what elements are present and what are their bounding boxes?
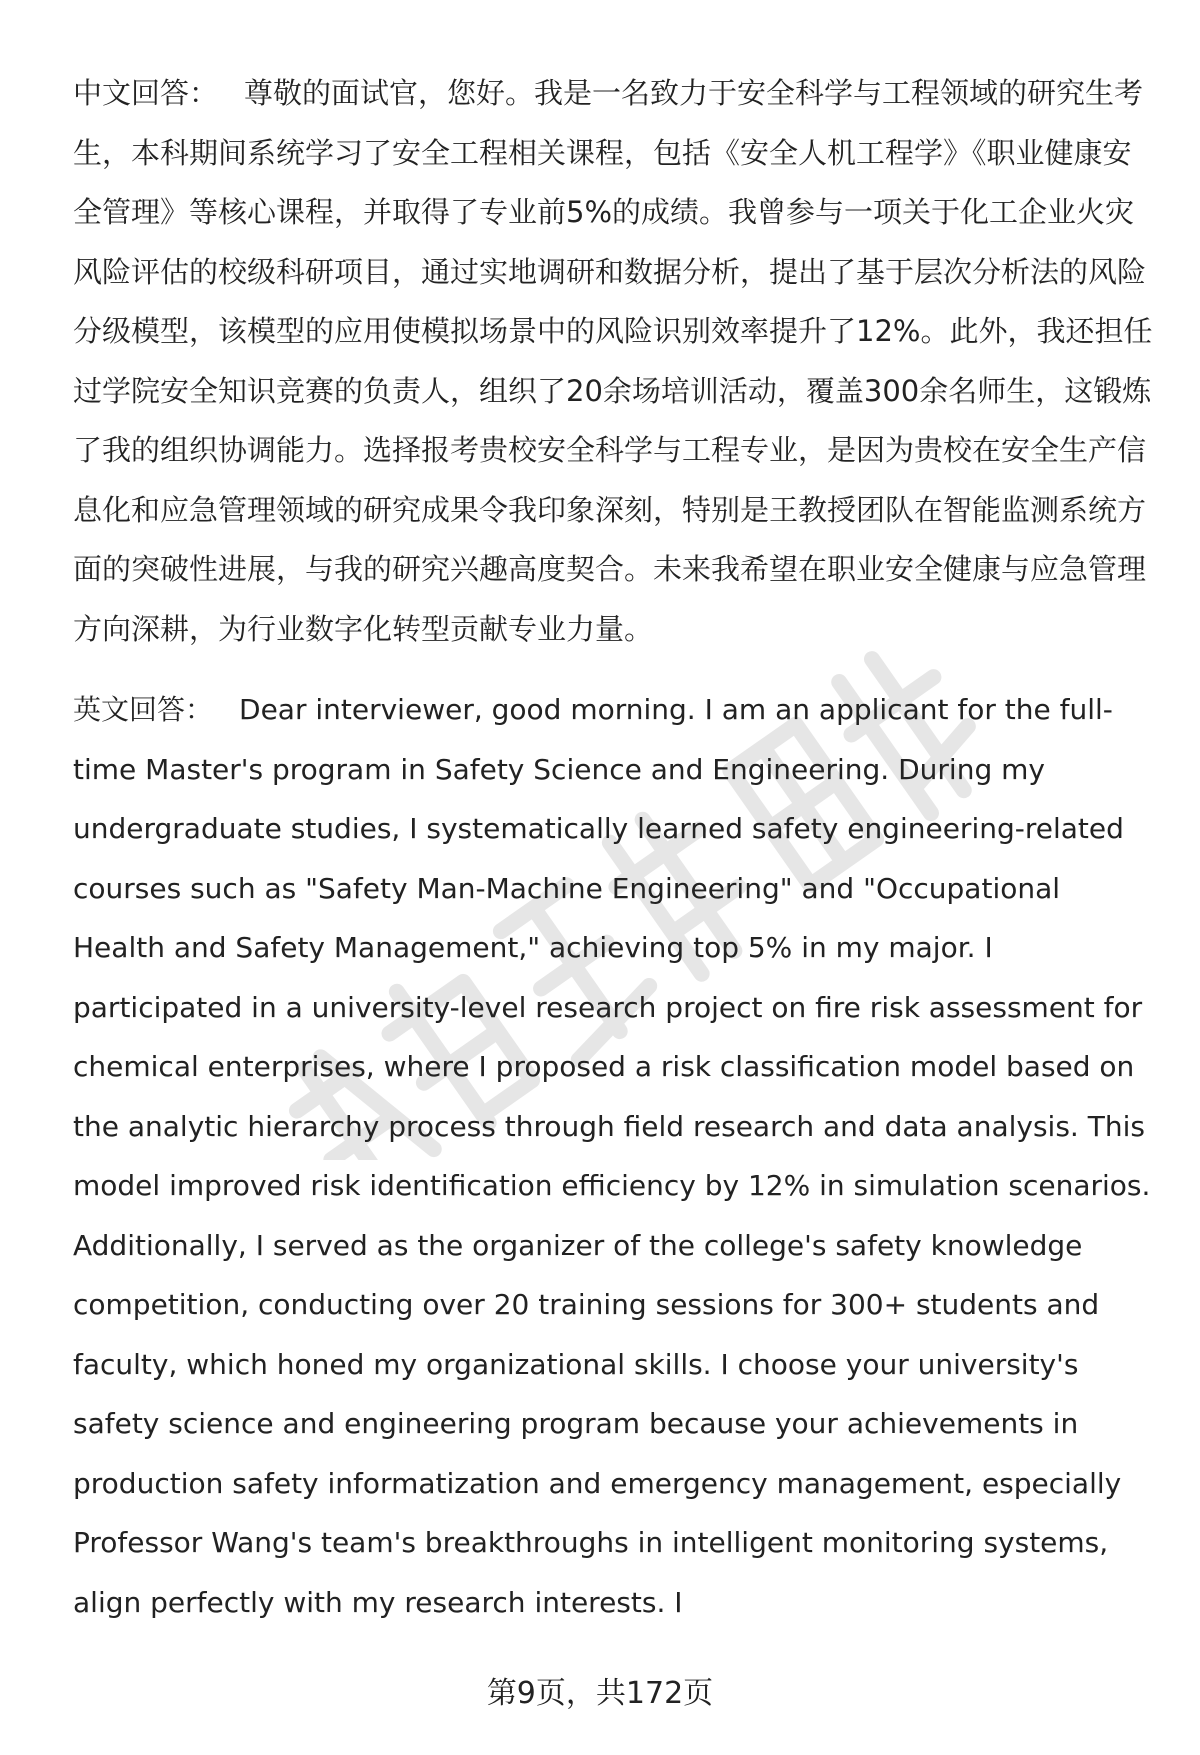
chinese-answer-paragraph (73, 64, 1153, 659)
english-answer-paragraph (73, 680, 1153, 1632)
english-answer-text: Dear interviewer, good morning. I am an applicant for the full-time Master's program in Safety Science and Engineering. During my undergraduate studies, I systematically learned safety engineering-related courses such as "Safety Man-Machine Engineering" and "Occupational Health and Safety Management," achieving top 5% in my major. I participated in a university-level research project on fire risk assessment for chemical enterprises, where I proposed a risk classification model based on the analytic hierarchy process through field research and data analysis. This model improved risk identification efficiency by 12% in simulation scenarios. Additionally, I served as the organizer of the college's safety knowledge competition, conducting over 20 training sessions for 300+ students and faculty, which honed my organizational skills. I choose your university's safety science and engineering program because your achievements in production safety informatization and emergency management, especially Professor Wang's team's breakthroughs in intelligent monitoring systems, align perfectly with my research interests. I (73, 693, 1151, 1619)
chinese-answer-label: 中文回答： (73, 76, 219, 110)
english-answer-label: 英文回答： (73, 693, 214, 726)
chinese-answer-text: 尊敬的面试官，您好。我是一名致力于安全科学与工程领域的研究生考生，本科期间系统学习了安全工程相关课程，包括《安全人机工程学》《职业健康安全管理》等核心课程，并取得了专业前5%的成绩。我曾参与一项关于化工企业火灾风险评估的校级科研项目，通过实地调研和数据分析，提出了基于层次分析法的风险分级模型，该模型的应用使模拟场景中的风险识别效率提升了12%。此外，我还担任过学院安全知识竞赛的负责人，组织了20余场培训活动，覆盖300余名师生，这锻炼了我的组织协调能力。选择报考贵校安全科学与工程专业，是因为贵校在安全生产信息化和应急管理领域的研究成果令我印象深刻，特别是王教授团队在智能监测系统方面的突破性进展，与我的研究兴趣高度契合。未来我希望在职业安全健康与应急管理方向深耕，为行业数字化转型贡献专业力量。 (73, 76, 1153, 646)
page-number: 第9页，共172页 (486, 1676, 714, 1711)
